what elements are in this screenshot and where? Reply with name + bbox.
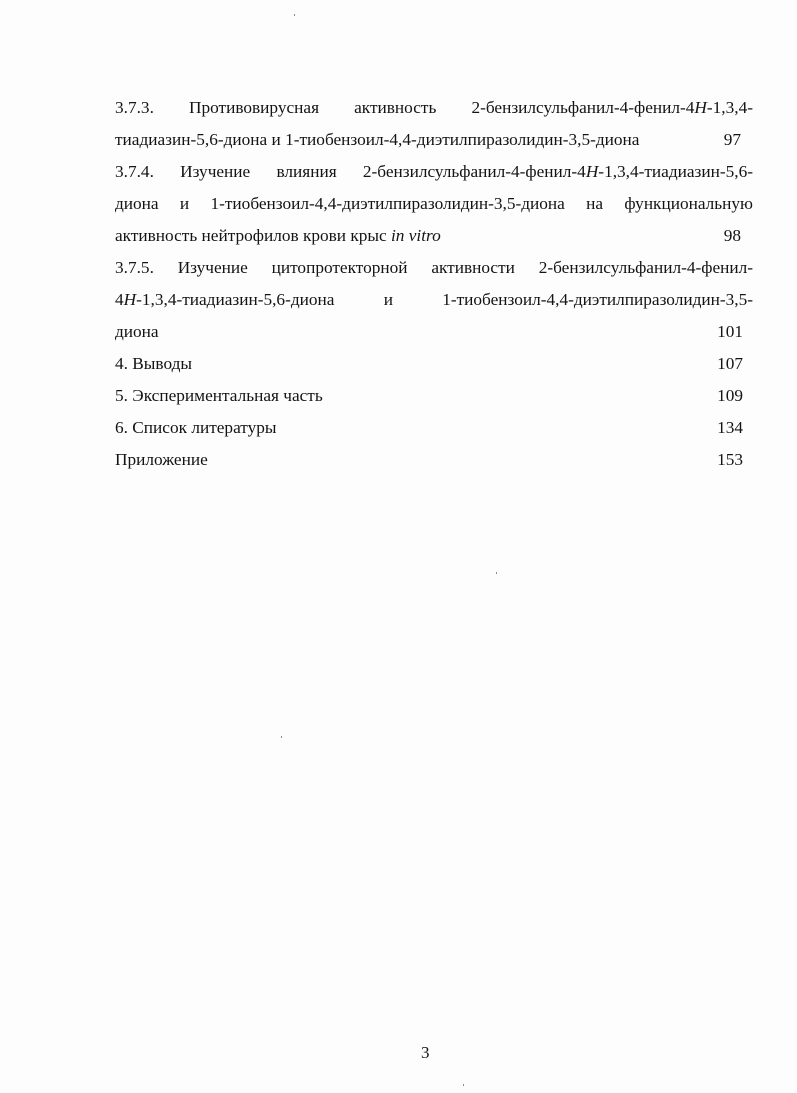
toc-page-number: 98 — [723, 226, 741, 245]
table-of-contents — [115, 92, 753, 476]
toc-entry-6: 6. Список литературы 134 — [115, 412, 753, 444]
scan-speck — [463, 1084, 464, 1086]
toc-entry-3-7-4-line-1: 3.7.4. Изучение влияния 2-бензилсульфанил-4-фенил-4H-1,3,4-тиадиазин-5,6- — [115, 162, 753, 181]
toc-entry-3-7-5-line-3: диона 101 — [115, 316, 753, 348]
toc-entry-3-7-3-line-2: тиадиазин-5,6-диона и 1-тиобензоил-4,4-диэтилпиразолидин-3,5-диона 97 — [115, 124, 753, 156]
toc-page-number: 97 — [723, 130, 741, 149]
page-number: 3 — [421, 1043, 430, 1062]
toc-entry-3-7-4-line-2: диона и 1-тиобензоил-4,4-диэтилпиразолидин-3,5-диона на функциональную — [115, 194, 753, 213]
toc-entry-4: 4. Выводы 107 — [115, 348, 753, 380]
toc-entry-appendix: Приложение 153 — [115, 444, 753, 476]
toc-page-number: 107 — [717, 354, 743, 373]
toc-page-number: 134 — [717, 418, 743, 437]
toc-entry-3-7-4-line-3: активность нейтрофилов крови крыс in vitro 98 — [115, 220, 753, 252]
scan-speck — [294, 14, 295, 16]
toc-entry-3-7-5-line-2: 4H-1,3,4-тиадиазин-5,6-диона и 1-тиобензоил-4,4-диэтилпиразолидин-3,5- — [115, 290, 753, 309]
scan-speck — [496, 572, 497, 574]
toc-page-number: 153 — [717, 450, 743, 469]
scan-speck — [281, 736, 282, 738]
toc-page-number: 101 — [717, 322, 743, 341]
toc-entry-3-7-5-line-1: 3.7.5. Изучение цитопротекторной активности 2-бензилсульфанил-4-фенил- — [115, 258, 753, 277]
toc-entry-3-7-3-line-1: 3.7.3. Противовирусная активность 2-бензилсульфанил-4-фенил-4H-1,3,4- — [115, 98, 753, 117]
toc-page-number: 109 — [717, 386, 743, 405]
toc-entry-5: 5. Экспериментальная часть 109 — [115, 380, 753, 412]
